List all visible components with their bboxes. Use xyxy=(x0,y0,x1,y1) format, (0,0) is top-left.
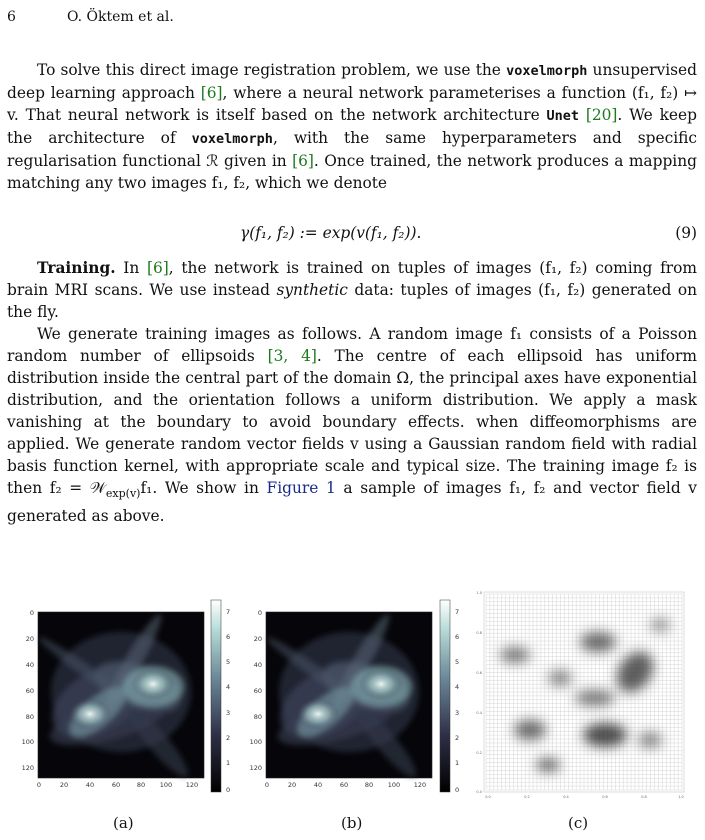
figure-1 xyxy=(0,580,705,830)
x-tick-label: 20 xyxy=(59,781,69,789)
colorbar-tick-label: 1 xyxy=(455,759,460,767)
y-tick-label: 120 xyxy=(21,764,34,772)
panel-a-x-ticks xyxy=(37,781,198,789)
colorbar-tick-label: 6 xyxy=(226,633,231,641)
caption-a: (a) xyxy=(113,814,134,832)
y-tick-label: 0 xyxy=(29,609,34,617)
equation-number: (9) xyxy=(675,224,697,242)
y-tick-label: 0 xyxy=(257,609,262,617)
panel-b-x-ticks xyxy=(265,781,426,789)
colorbar-tick-label: 2 xyxy=(226,734,231,742)
colorbar-tick-label: 4 xyxy=(455,683,460,691)
paragraph-1: To solve this direct image registration problem, we use the voxelmorph unsupervised deep learning approach [6], where a neural network parameterises a function (f₁, f₂) ↦ v. That neural network is itself based on the network architecture Unet [20]. We keep the architecture of voxelmorph, with the same hyperparameters and specific regularisation functional ℛ given in [6]. Once trained, the network produces a mapping matching any two images f₁, f₂, which we denote xyxy=(7,61,697,192)
x-tick-label: 0 xyxy=(36,781,42,789)
y-tick-label: 0.6 xyxy=(476,671,482,675)
colorbar-tick-label: 0 xyxy=(455,786,460,794)
citation-link[interactable]: [20] xyxy=(585,106,618,124)
x-tick-label: 1.0 xyxy=(678,795,684,799)
caption-c: (c) xyxy=(568,814,589,832)
page-header xyxy=(7,9,174,25)
panel-b xyxy=(263,610,432,783)
y-tick-label: 0.4 xyxy=(476,711,482,715)
y-tick-label: 120 xyxy=(249,764,262,772)
code-voxelmorph: voxelmorph xyxy=(191,131,273,147)
y-tick-label: 100 xyxy=(249,738,262,746)
code-unet: Unet xyxy=(546,108,579,124)
colorbar-tick-label: 5 xyxy=(226,658,231,666)
y-tick-label: 20 xyxy=(25,635,34,643)
x-tick-label: 40 xyxy=(85,781,95,789)
y-tick-label: 40 xyxy=(25,661,34,669)
y-tick-label: 100 xyxy=(21,738,34,746)
x-tick-label: 100 xyxy=(387,781,401,789)
y-tick-label: 60 xyxy=(25,687,34,695)
colorbar-tick-label: 5 xyxy=(455,658,460,666)
x-tick-label: 0.2 xyxy=(524,795,530,799)
colorbar-tick-label: 7 xyxy=(455,608,460,616)
x-tick-label: 0.6 xyxy=(602,795,608,799)
paragraph-heading: Training. xyxy=(37,259,116,277)
citation-link[interactable]: [6] xyxy=(292,152,314,170)
panel-b-colorbar xyxy=(440,600,459,794)
colorbar-tick-label: 3 xyxy=(455,709,460,717)
colorbar-tick-label: 7 xyxy=(226,608,231,616)
panel-b-y-ticks xyxy=(250,609,262,772)
y-tick-label: 1.0 xyxy=(476,591,482,595)
y-tick-label: 80 xyxy=(253,713,262,721)
x-tick-label: 80 xyxy=(364,781,374,789)
page-number: 6 xyxy=(7,9,16,25)
x-tick-label: 120 xyxy=(185,781,199,789)
colorbar-tick-label: 4 xyxy=(226,683,231,691)
figure-link[interactable]: Figure 1 xyxy=(266,479,336,497)
panel-a xyxy=(35,610,204,783)
x-tick-label: 60 xyxy=(339,781,349,789)
x-tick-label: 120 xyxy=(413,781,427,789)
y-tick-label: 60 xyxy=(253,687,262,695)
colorbar-tick-label: 6 xyxy=(455,633,460,641)
y-tick-label: 0.8 xyxy=(476,631,482,635)
colorbar-tick-label: 1 xyxy=(226,759,231,767)
y-tick-label: 40 xyxy=(253,661,262,669)
x-tick-label: 100 xyxy=(159,781,173,789)
paragraph-3: We generate training images as follows. A random image f₁ consists of a Poisson random number of ellipsoids [3, 4]. The centre of each ellipsoid has uniform distribution inside the central part of the domain Ω, the principal axes have exponential distribution, and the orientation follows a uniform distribution. We apply a mask vanishing at the boundary to avoid boundary effects. when diffeomorphisms are applied. We generate random vector fields v using a Gaussian random field with radial basis function kernel, with appropriate scale and typical size. The training image f₂ is then f₂ = 𝒲$_{exp(v)}$f₁. We show in Figure 1 a sample of images f₁, f₂ and vector field v generated as above. xyxy=(7,325,698,526)
citation-link[interactable]: [6] xyxy=(146,259,169,277)
citation-link[interactable]: [3, 4] xyxy=(267,347,317,365)
x-tick-label: 0.4 xyxy=(563,795,569,799)
equation-formula: γ(f₁, f₂) := exp(v(f₁, f₂)). xyxy=(240,224,422,242)
y-tick-label: 80 xyxy=(25,713,34,721)
panel-c xyxy=(476,591,684,799)
y-tick-label: 20 xyxy=(253,635,262,643)
panel-a-colorbar xyxy=(211,600,230,794)
colorbar-tick-label: 3 xyxy=(226,709,231,717)
running-authors: O. Öktem et al. xyxy=(67,9,174,25)
y-tick-label: 0.0 xyxy=(476,790,482,794)
code-voxelmorph: voxelmorph xyxy=(506,63,588,79)
caption-b: (b) xyxy=(341,814,363,832)
paragraph-2: Training. In [6], the network is trained on tuples of images (f₁, f₂) coming from brain MRI scans. We use instead synthetic data: tuples of images (f₁, f₂) generated on the fly. xyxy=(7,259,697,321)
citation-link[interactable]: [6] xyxy=(200,84,223,102)
x-tick-label: 80 xyxy=(136,781,146,789)
panel-a-y-ticks xyxy=(22,609,34,772)
x-tick-label: 0 xyxy=(264,781,270,789)
colorbar-tick-label: 0 xyxy=(226,786,231,794)
x-tick-label: 0.0 xyxy=(485,795,491,799)
x-tick-label: 20 xyxy=(287,781,297,789)
x-tick-label: 0.8 xyxy=(641,795,647,799)
x-tick-label: 60 xyxy=(111,781,121,789)
x-tick-label: 40 xyxy=(313,781,323,789)
colorbar-tick-label: 2 xyxy=(455,734,460,742)
y-tick-label: 0.2 xyxy=(476,751,482,755)
